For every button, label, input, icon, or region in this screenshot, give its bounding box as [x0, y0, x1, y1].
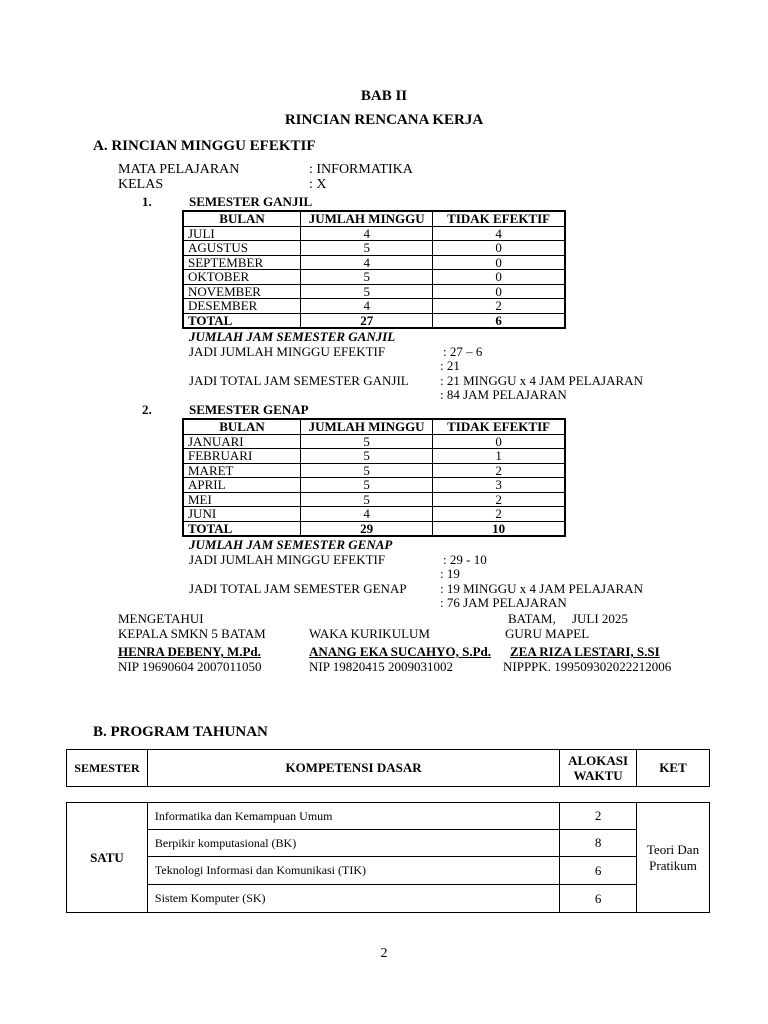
ganjil-total-label: JADI TOTAL JAM SEMESTER GANJIL: [189, 373, 409, 388]
table-row: [183, 255, 565, 270]
semester-cell: SATU: [67, 803, 148, 913]
ganjil-efektif-label: JADI JUMLAH MINGGU EFEKTIF: [189, 344, 386, 359]
table-header-row: [183, 419, 565, 434]
total-noneffective: 10: [433, 521, 565, 536]
genap-title: SEMESTER GENAP: [189, 402, 309, 417]
noneffective-cell: 0: [433, 255, 565, 270]
section-b-title: B. PROGRAM TAHUNAN: [93, 724, 268, 740]
table-row: [183, 492, 565, 507]
noneffective-cell: 2: [433, 507, 565, 522]
weeks-cell: 5: [301, 463, 433, 478]
table-row: [183, 478, 565, 493]
place-date: BATAM, JULI 2025: [508, 611, 628, 626]
table-row: [67, 830, 710, 857]
waktu-cell: 6: [560, 885, 637, 913]
noneffective-cell: 4: [433, 226, 565, 241]
waka-name: ANANG EKA SUCAHYO, S.Pd.: [309, 644, 492, 659]
weeks-cell: 5: [301, 492, 433, 507]
weeks-cell: 5: [301, 241, 433, 256]
ganjil-efektif-calc: : 27 – 6: [443, 344, 483, 359]
chapter-label: BAB II: [360, 88, 408, 104]
table-row: [67, 803, 710, 830]
header-jumlah-minggu: JUMLAH MINGGU: [301, 419, 433, 434]
genap-total-result: : 76 JAM PELAJARAN: [440, 595, 567, 610]
table-header-row: [183, 211, 565, 226]
header-semester: SEMESTER: [67, 750, 148, 787]
class-value: : X: [309, 177, 327, 192]
weeks-cell: 5: [301, 434, 433, 449]
weeks-cell: 4: [301, 507, 433, 522]
waka-nip: NIP 19820415 2009031002: [309, 659, 453, 674]
table-row: [67, 885, 710, 913]
weeks-cell: 4: [301, 226, 433, 241]
month-cell: AGUSTUS: [183, 241, 301, 256]
table-total-row: [183, 521, 565, 536]
chapter-title: RINCIAN RENCANA KERJA: [284, 112, 484, 128]
month-cell: NOVEMBER: [183, 284, 301, 299]
header-kompetensi: KOMPETENSI DASAR: [147, 750, 559, 787]
ganjil-efektif-result: : 21: [440, 358, 460, 373]
table-row: [183, 507, 565, 522]
kepala-title: KEPALA SMKN 5 BATAM: [118, 626, 266, 641]
genap-jam-title: JUMLAH JAM SEMESTER GENAP: [189, 537, 393, 552]
guru-nip: NIPPPK. 199509302022212006: [503, 659, 672, 674]
weeks-cell: 5: [301, 449, 433, 464]
ganjil-total-calc: : 21 MINGGU x 4 JAM PELAJARAN: [440, 373, 643, 388]
total-weeks: 27: [301, 313, 433, 328]
subject-value: : INFORMATIKA: [309, 162, 413, 177]
weeks-cell: 5: [301, 284, 433, 299]
table-total-row: [183, 313, 565, 328]
header-tidak-efektif: TIDAK EFEKTIF: [433, 211, 565, 226]
kepala-nip: NIP 19690604 2007011050: [118, 659, 262, 674]
noneffective-cell: 3: [433, 478, 565, 493]
month-cell: OKTOBER: [183, 270, 301, 285]
subject-label: MATA PELAJARAN: [118, 162, 240, 177]
noneffective-cell: 0: [433, 284, 565, 299]
header-jumlah-minggu: JUMLAH MINGGU: [301, 211, 433, 226]
month-cell: FEBRUARI: [183, 449, 301, 464]
month-cell: DESEMBER: [183, 299, 301, 314]
weeks-cell: 5: [301, 478, 433, 493]
month-cell: APRIL: [183, 478, 301, 493]
month-cell: SEPTEMBER: [183, 255, 301, 270]
month-cell: MEI: [183, 492, 301, 507]
kd-cell: Informatika dan Kemampuan Umum: [147, 803, 559, 830]
class-label: KELAS: [118, 177, 164, 192]
page-number: 2: [380, 946, 388, 961]
genap-number: 2.: [142, 402, 152, 417]
noneffective-cell: 2: [433, 492, 565, 507]
total-label: TOTAL: [183, 521, 301, 536]
noneffective-cell: 0: [433, 434, 565, 449]
table-row: [183, 270, 565, 285]
noneffective-cell: 0: [433, 270, 565, 285]
month-cell: JUNI: [183, 507, 301, 522]
header-bulan: BULAN: [183, 419, 301, 434]
header-tidak-efektif: TIDAK EFEKTIF: [433, 419, 565, 434]
table-row: [183, 226, 565, 241]
weeks-cell: 5: [301, 270, 433, 285]
total-label: TOTAL: [183, 313, 301, 328]
ganjil-total-result: : 84 JAM PELAJARAN: [440, 387, 567, 402]
table-row: [183, 463, 565, 478]
genap-efektif-label: JADI JUMLAH MINGGU EFEKTIF: [189, 552, 386, 567]
table-header-row: [67, 750, 710, 787]
noneffective-cell: 0: [433, 241, 565, 256]
month-cell: JANUARI: [183, 434, 301, 449]
kepala-name: HENRA DEBENY, M.Pd.: [118, 644, 261, 659]
waktu-cell: 8: [560, 830, 637, 857]
noneffective-cell: 1: [433, 449, 565, 464]
ket-cell: Teori Dan Pratikum: [637, 803, 710, 913]
table-row: [67, 857, 710, 885]
kd-cell: Teknologi Informasi dan Komunikasi (TIK): [147, 857, 559, 885]
header-bulan: BULAN: [183, 211, 301, 226]
genap-table: [182, 418, 566, 537]
kd-cell: Berpikir komputasional (BK): [147, 830, 559, 857]
total-noneffective: 6: [433, 313, 565, 328]
waktu-cell: 2: [560, 803, 637, 830]
total-weeks: 29: [301, 521, 433, 536]
ganjil-title: SEMESTER GANJIL: [189, 194, 313, 209]
genap-efektif-result: : 19: [440, 566, 460, 581]
month-cell: MARET: [183, 463, 301, 478]
program-header-table: [66, 749, 710, 787]
program-body-table: [66, 802, 710, 913]
header-alokasi-line1: ALOKASI: [568, 753, 629, 768]
noneffective-cell: 2: [433, 463, 565, 478]
header-ket: KET: [637, 750, 710, 787]
guru-title: GURU MAPEL: [505, 626, 590, 641]
genap-total-label: JADI TOTAL JAM SEMESTER GENAP: [189, 581, 407, 596]
weeks-cell: 4: [301, 299, 433, 314]
ganjil-jam-title: JUMLAH JAM SEMESTER GANJIL: [189, 329, 396, 344]
guru-name: ZEA RIZA LESTARI, S.SI: [510, 644, 660, 659]
ganjil-table: [182, 210, 566, 329]
waka-title: WAKA KURIKULUM: [309, 626, 430, 641]
kd-cell: Sistem Komputer (SK): [147, 885, 559, 913]
ganjil-number: 1.: [142, 194, 152, 209]
genap-efektif-calc: : 29 - 10: [443, 552, 487, 567]
table-row: [183, 434, 565, 449]
noneffective-cell: 2: [433, 299, 565, 314]
mengetahui-label: MENGETAHUI: [118, 611, 204, 626]
month-cell: JULI: [183, 226, 301, 241]
header-alokasi-line2: WAKTU: [573, 768, 623, 783]
weeks-cell: 4: [301, 255, 433, 270]
table-row: [183, 449, 565, 464]
header-alokasi: [560, 750, 637, 787]
table-row: [183, 241, 565, 256]
section-a-title: A. RINCIAN MINGGU EFEKTIF: [93, 138, 316, 154]
table-row: [183, 299, 565, 314]
genap-total-calc: : 19 MINGGU x 4 JAM PELAJARAN: [440, 581, 643, 596]
waktu-cell: 6: [560, 857, 637, 885]
table-row: [183, 284, 565, 299]
